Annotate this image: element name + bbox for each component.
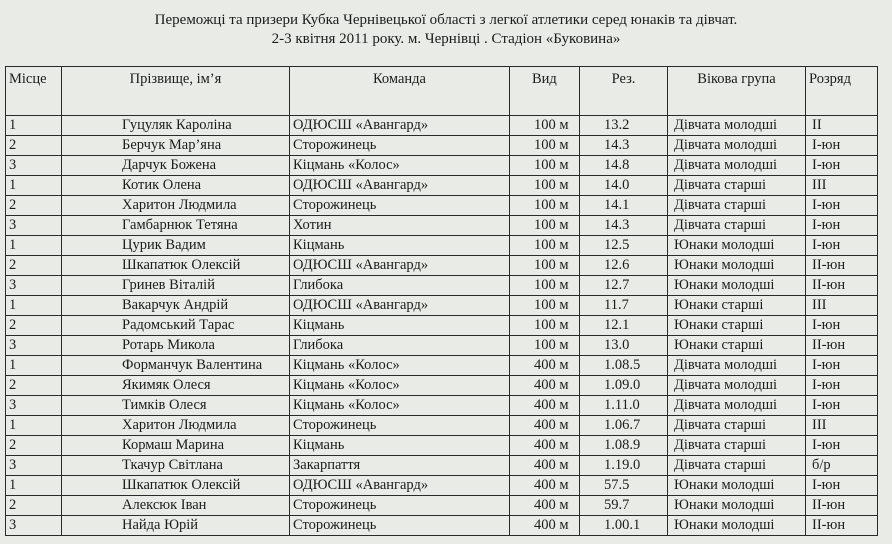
table-row <box>6 116 878 136</box>
place-cell: 2 <box>6 136 62 156</box>
header-place: Місце <box>6 67 62 116</box>
age-group-cell: Дівчата молодші <box>668 396 806 416</box>
table-row <box>6 276 878 296</box>
rank-cell: II-юн <box>806 336 878 356</box>
event-cell: 400 м <box>510 456 580 476</box>
table-row <box>6 236 878 256</box>
header-name: Прізвище, ім’я <box>62 67 290 116</box>
table-row <box>6 516 878 536</box>
header-age-group: Вікова група <box>668 67 806 116</box>
team-cell: ОДЮСШ «Авангард» <box>290 256 510 276</box>
age-group-cell: Дівчата молодші <box>668 376 806 396</box>
place-cell: 1 <box>6 116 62 136</box>
result-cell: 14.3 <box>580 136 668 156</box>
place-cell: 2 <box>6 256 62 276</box>
event-cell: 100 м <box>510 116 580 136</box>
result-cell: 14.3 <box>580 216 668 236</box>
rank-cell: II <box>806 116 878 136</box>
team-cell: ОДЮСШ «Авангард» <box>290 176 510 196</box>
place-cell: 2 <box>6 196 62 216</box>
rank-cell: II-юн <box>806 256 878 276</box>
age-group-cell: Дівчата молодші <box>668 356 806 376</box>
result-cell: 1.08.5 <box>580 356 668 376</box>
place-cell: 2 <box>6 496 62 516</box>
team-cell: Глибока <box>290 276 510 296</box>
table-row <box>6 416 878 436</box>
event-cell: 400 м <box>510 396 580 416</box>
rank-cell: I-юн <box>806 356 878 376</box>
header-result: Рез. <box>580 67 668 116</box>
place-cell: 3 <box>6 396 62 416</box>
event-cell: 400 м <box>510 476 580 496</box>
result-cell: 11.7 <box>580 296 668 316</box>
table-row <box>6 376 878 396</box>
event-cell: 100 м <box>510 296 580 316</box>
rank-cell: I-юн <box>806 396 878 416</box>
place-cell: 2 <box>6 436 62 456</box>
event-cell: 400 м <box>510 356 580 376</box>
table-row <box>6 156 878 176</box>
place-cell: 3 <box>6 156 62 176</box>
age-group-cell: Юнаки молодші <box>668 236 806 256</box>
result-cell: 1.00.1 <box>580 516 668 536</box>
event-cell: 400 м <box>510 496 580 516</box>
place-cell: 1 <box>6 176 62 196</box>
result-cell: 14.1 <box>580 196 668 216</box>
name-cell: Тимків Олеся <box>62 396 290 416</box>
rank-cell: I-юн <box>806 136 878 156</box>
table-row <box>6 196 878 216</box>
name-cell: Гуцуляк Кароліна <box>62 116 290 136</box>
result-cell: 12.7 <box>580 276 668 296</box>
result-cell: 12.5 <box>580 236 668 256</box>
name-cell: Гринев Віталій <box>62 276 290 296</box>
name-cell: Ротарь Микола <box>62 336 290 356</box>
team-cell: Кіцмань «Колос» <box>290 356 510 376</box>
table-row <box>6 176 878 196</box>
event-cell: 100 м <box>510 216 580 236</box>
rank-cell: I-юн <box>806 156 878 176</box>
rank-cell: II-юн <box>806 496 878 516</box>
name-cell: Берчук Мар’яна <box>62 136 290 156</box>
header-team: Команда <box>290 67 510 116</box>
table-row <box>6 396 878 416</box>
result-cell: 12.1 <box>580 316 668 336</box>
result-cell: 13.2 <box>580 116 668 136</box>
rank-cell: III <box>806 296 878 316</box>
team-cell: Хотин <box>290 216 510 236</box>
place-cell: 3 <box>6 276 62 296</box>
place-cell: 1 <box>6 476 62 496</box>
age-group-cell: Дівчата молодші <box>668 156 806 176</box>
event-cell: 100 м <box>510 316 580 336</box>
event-cell: 100 м <box>510 136 580 156</box>
table-row <box>6 356 878 376</box>
table-row <box>6 216 878 236</box>
event-cell: 100 м <box>510 236 580 256</box>
age-group-cell: Юнаки молодші <box>668 276 806 296</box>
event-cell: 400 м <box>510 376 580 396</box>
place-cell: 1 <box>6 356 62 376</box>
age-group-cell: Юнаки молодші <box>668 476 806 496</box>
team-cell: ОДЮСШ «Авангард» <box>290 296 510 316</box>
result-cell: 13.0 <box>580 336 668 356</box>
name-cell: Кормаш Марина <box>62 436 290 456</box>
table-row <box>6 256 878 276</box>
age-group-cell: Юнаки старші <box>668 336 806 356</box>
name-cell: Гамбарнюк Тетяна <box>62 216 290 236</box>
team-cell: Закарпаття <box>290 456 510 476</box>
table-row <box>6 316 878 336</box>
rank-cell: I-юн <box>806 196 878 216</box>
event-cell: 100 м <box>510 276 580 296</box>
result-cell: 1.06.7 <box>580 416 668 436</box>
team-cell: ОДЮСШ «Авангард» <box>290 476 510 496</box>
age-group-cell: Дівчата старші <box>668 176 806 196</box>
team-cell: Сторожинець <box>290 516 510 536</box>
place-cell: 3 <box>6 336 62 356</box>
table-row <box>6 296 878 316</box>
team-cell: Кіцмань «Колос» <box>290 376 510 396</box>
result-cell: 1.19.0 <box>580 456 668 476</box>
team-cell: Кіцмань «Колос» <box>290 396 510 416</box>
age-group-cell: Юнаки молодші <box>668 516 806 536</box>
table-row <box>6 456 878 476</box>
event-cell: 100 м <box>510 196 580 216</box>
team-cell: ОДЮСШ «Авангард» <box>290 116 510 136</box>
rank-cell: I-юн <box>806 236 878 256</box>
team-cell: Глибока <box>290 336 510 356</box>
name-cell: Дарчук Божена <box>62 156 290 176</box>
rank-cell: II-юн <box>806 276 878 296</box>
age-group-cell: Дівчата старші <box>668 456 806 476</box>
team-cell: Кіцмань «Колос» <box>290 156 510 176</box>
event-cell: 100 м <box>510 156 580 176</box>
age-group-cell: Дівчата молодші <box>668 116 806 136</box>
rank-cell: I-юн <box>806 376 878 396</box>
name-cell: Ткачур Світлана <box>62 456 290 476</box>
result-cell: 14.0 <box>580 176 668 196</box>
result-cell: 1.08.9 <box>580 436 668 456</box>
name-cell: Шкапатюк Олексій <box>62 256 290 276</box>
place-cell: 3 <box>6 516 62 536</box>
rank-cell: I-юн <box>806 216 878 236</box>
name-cell: Шкапатюк Олексій <box>62 476 290 496</box>
place-cell: 2 <box>6 376 62 396</box>
rank-cell: II-юн <box>806 516 878 536</box>
age-group-cell: Юнаки старші <box>668 296 806 316</box>
results-table <box>5 66 878 536</box>
header-rank: Розряд <box>806 67 878 116</box>
team-cell: Сторожинець <box>290 196 510 216</box>
name-cell: Цурик Вадим <box>62 236 290 256</box>
name-cell: Найда Юрій <box>62 516 290 536</box>
name-cell: Алексюк Іван <box>62 496 290 516</box>
name-cell: Котик Олена <box>62 176 290 196</box>
table-header-row <box>6 67 878 116</box>
age-group-cell: Дівчата старші <box>668 196 806 216</box>
place-cell: 3 <box>6 216 62 236</box>
place-cell: 3 <box>6 456 62 476</box>
result-cell: 1.11.0 <box>580 396 668 416</box>
age-group-cell: Юнаки молодші <box>668 496 806 516</box>
team-cell: Кіцмань <box>290 316 510 336</box>
table-row <box>6 476 878 496</box>
table-row <box>6 336 878 356</box>
event-cell: 100 м <box>510 176 580 196</box>
result-cell: 12.6 <box>580 256 668 276</box>
place-cell: 2 <box>6 316 62 336</box>
team-cell: Сторожинець <box>290 416 510 436</box>
team-cell: Сторожинець <box>290 496 510 516</box>
result-cell: 57.5 <box>580 476 668 496</box>
place-cell: 1 <box>6 296 62 316</box>
name-cell: Харитон Людмила <box>62 196 290 216</box>
document-subtitle: 2-3 квітня 2011 року. м. Чернівці . Стадіон «Буковина» <box>271 31 621 47</box>
result-cell: 1.09.0 <box>580 376 668 396</box>
name-cell: Якимяк Олеся <box>62 376 290 396</box>
place-cell: 1 <box>6 416 62 436</box>
rank-cell: I-юн <box>806 476 878 496</box>
team-cell: Сторожинець <box>290 136 510 156</box>
document-title: Переможці та призери Кубка Чернівецької області з легкої атлетики серед юнаків та дівчат. <box>154 12 738 28</box>
name-cell: Харитон Людмила <box>62 416 290 436</box>
team-cell: Кіцмань <box>290 236 510 256</box>
rank-cell: III <box>806 416 878 436</box>
name-cell: Вакарчук Андрій <box>62 296 290 316</box>
table-row <box>6 136 878 156</box>
age-group-cell: Дівчата старші <box>668 416 806 436</box>
place-cell: 1 <box>6 236 62 256</box>
event-cell: 400 м <box>510 416 580 436</box>
table-body <box>6 116 878 536</box>
event-cell: 400 м <box>510 516 580 536</box>
result-cell: 14.8 <box>580 156 668 176</box>
header-event: Вид <box>510 67 580 116</box>
rank-cell: I-юн <box>806 316 878 336</box>
table-row <box>6 496 878 516</box>
event-cell: 400 м <box>510 436 580 456</box>
event-cell: 100 м <box>510 336 580 356</box>
event-cell: 100 м <box>510 256 580 276</box>
rank-cell: I-юн <box>806 436 878 456</box>
name-cell: Радомський Тарас <box>62 316 290 336</box>
age-group-cell: Юнаки старші <box>668 316 806 336</box>
rank-cell: III <box>806 176 878 196</box>
team-cell: Кіцмань <box>290 436 510 456</box>
table-row <box>6 436 878 456</box>
rank-cell: б/р <box>806 456 878 476</box>
age-group-cell: Юнаки молодші <box>668 256 806 276</box>
age-group-cell: Дівчата старші <box>668 436 806 456</box>
name-cell: Форманчук Валентина <box>62 356 290 376</box>
age-group-cell: Дівчата старші <box>668 216 806 236</box>
result-cell: 59.7 <box>580 496 668 516</box>
age-group-cell: Дівчата молодші <box>668 136 806 156</box>
